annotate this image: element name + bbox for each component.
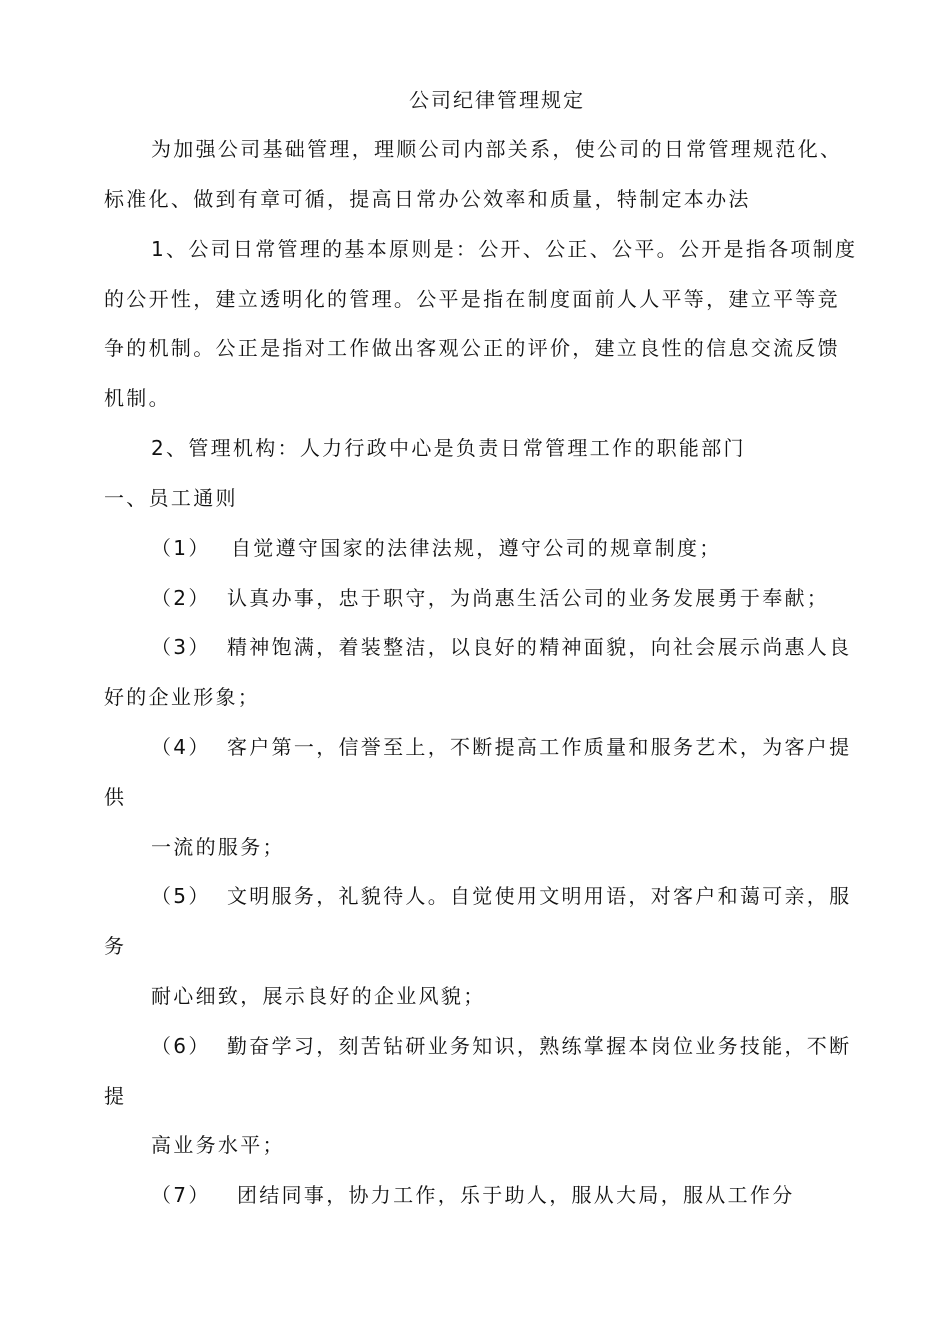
- rule-1-number: （1）: [151, 536, 211, 560]
- rule-3-number: （3）: [151, 635, 211, 659]
- rule-5-line-3: 耐心细致，展示良好的企业风貌；: [151, 984, 486, 1008]
- intro-line-1: 为加强公司基础管理，理顺公司内部关系，使公司的日常管理规范化、: [151, 137, 843, 161]
- rule-5-number: （5）: [151, 884, 211, 908]
- principle-line-1: 1、公司日常管理的基本原则是：公开、公正、公平。公开是指各项制度: [151, 237, 858, 261]
- principle-line-4: 机制。: [104, 386, 171, 410]
- principle-line-3: 争的机制。公正是指对工作做出客观公正的评价，建立良性的信息交流反馈: [104, 336, 840, 360]
- rule-5-line-1: 文明服务，礼貌待人。自觉使用文明用语，对客户和蔼可亲，服: [227, 884, 852, 908]
- rule-6-line-1: 勤奋学习，刻苦钻研业务知识，熟练掌握本岗位业务技能，不断: [227, 1034, 852, 1058]
- intro-line-2: 标准化、做到有章可循，提高日常办公效率和质量，特制定本办法: [104, 187, 751, 211]
- rule-7-line-1: 团结同事，协力工作，乐于助人，服从大局，服从工作分: [237, 1183, 795, 1207]
- rule-3-line-1: 精神饱满，着装整洁，以良好的精神面貌，向社会展示尚惠人良: [227, 635, 852, 659]
- rule-5-line-2: 务: [104, 934, 127, 958]
- section-heading: 一、员工通则: [104, 486, 238, 510]
- document-title: 公司纪律管理规定: [409, 88, 585, 112]
- rule-6-line-3: 高业务水平；: [151, 1133, 285, 1157]
- rule-4-line-2: 供: [104, 785, 127, 809]
- rule-4-line-3: 一流的服务；: [151, 835, 285, 859]
- rule-6-line-2: 提: [104, 1084, 127, 1108]
- organization-line: 2、管理机构：人力行政中心是负责日常管理工作的职能部门: [151, 436, 746, 460]
- principle-line-2: 的公开性，建立透明化的管理。公平是指在制度面前人人平等，建立平等竞: [104, 287, 840, 311]
- rule-3-line-2: 好的企业形象；: [104, 685, 261, 709]
- rule-2-line-1: 认真办事，忠于职守，为尚惠生活公司的业务发展勇于奉献；: [227, 586, 830, 610]
- rule-7-number: （7）: [151, 1183, 211, 1207]
- rule-1-line-1: 自觉遵守国家的法律法规，遵守公司的规章制度；: [231, 536, 722, 560]
- rule-4-line-1: 客户第一，信誉至上，不断提高工作质量和服务艺术，为客户提: [227, 735, 852, 759]
- rule-4-number: （4）: [151, 735, 211, 759]
- rule-2-number: （2）: [151, 586, 211, 610]
- rule-6-number: （6）: [151, 1034, 211, 1058]
